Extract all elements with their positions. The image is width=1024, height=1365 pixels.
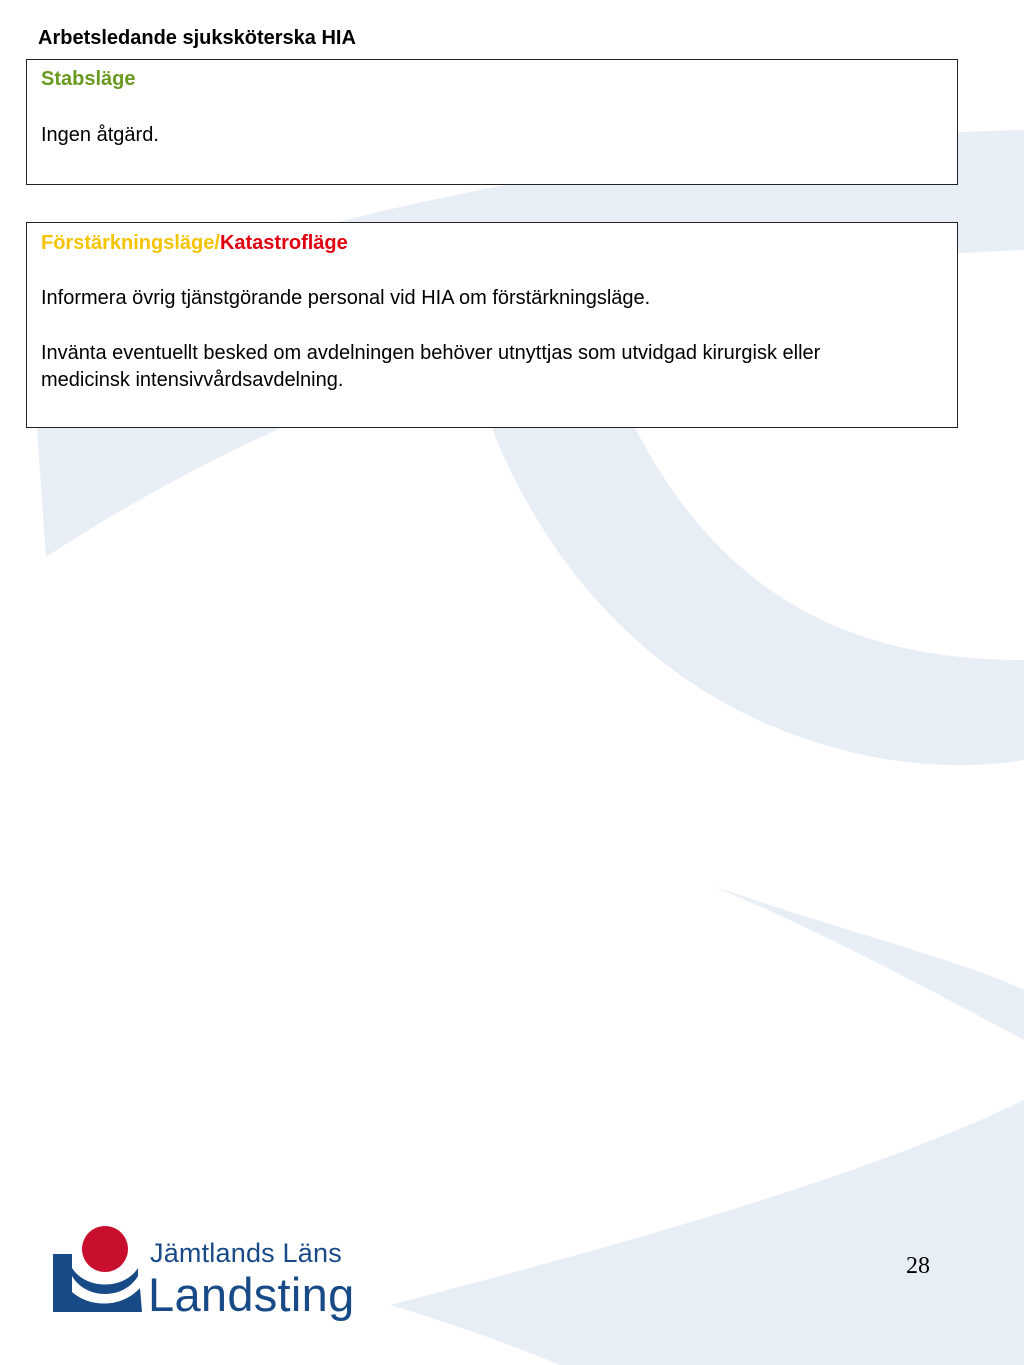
watermark-arc-lower xyxy=(710,885,1024,1040)
watermark-arc-bottom xyxy=(390,1100,1024,1365)
landsting-logo xyxy=(50,1224,370,1328)
forstarkningslage-box xyxy=(26,222,958,428)
page-title: Arbetsledande sjuksköterska HIA xyxy=(38,27,356,49)
katastroflage-label: Katastrofläge xyxy=(219,232,348,254)
inform-personal-text: Informera övrig tjänstgörande personal vid HIA om förstärkningsläge. xyxy=(41,287,651,309)
stabslage-box xyxy=(26,59,958,185)
page-number: 28 xyxy=(906,1253,930,1279)
logo-line-1: Jämtlands Läns xyxy=(150,1238,342,1268)
forstarkningslage-heading xyxy=(41,232,348,255)
await-decision-text-line1: Invänta eventuellt besked om avdelningen behöver utnyttjas som utvidgad kirurgisk eller xyxy=(41,342,821,364)
stabslage-heading: Stabsläge xyxy=(41,68,136,90)
forstarkningslage-label: Förstärkningsläge/ xyxy=(41,232,220,254)
stabslage-text: Ingen åtgärd. xyxy=(41,124,159,146)
await-decision-text-line2: medicinsk intensivvårdsavdelning. xyxy=(41,369,344,391)
logo-line-2: Landsting xyxy=(148,1268,355,1321)
jll-logo-icon xyxy=(50,1224,146,1314)
